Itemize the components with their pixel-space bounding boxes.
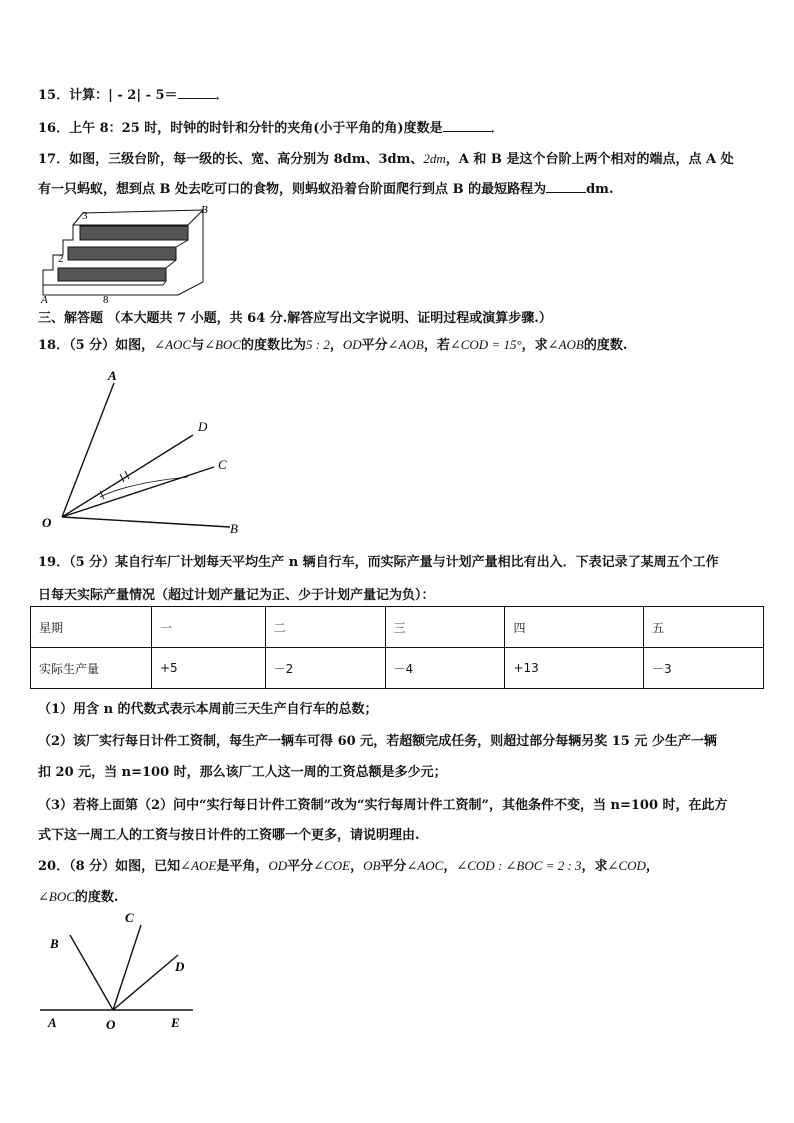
question-19-line1: 19．（5 分）某自行车厂计划每天平均生产 n 辆自行车，而实际产量与计划产量相比有出入．下表记录了某周五个工作 xyxy=(38,555,719,570)
q20-m7: ∠COD xyxy=(607,858,646,873)
q20-m3: ∠COE xyxy=(313,858,351,873)
label-o: O xyxy=(42,515,52,530)
q16-end: ． xyxy=(490,121,504,136)
table-cell: 五 xyxy=(644,607,764,648)
q20-b: 是平角， xyxy=(216,859,269,874)
q20-g: ，求 xyxy=(581,859,608,874)
q17-line1-a: 17．如图，三级台阶，每一级的长、宽、高分别为 8dm、3dm、 xyxy=(38,152,424,167)
label-c: C xyxy=(125,910,134,925)
q20-line2-text: 的度数. xyxy=(74,890,119,905)
q15-end: ． xyxy=(215,88,229,103)
label-a: A xyxy=(108,368,117,383)
q18-m6: ∠COD = 15° xyxy=(449,337,522,352)
q18-m3: 5 : 2 xyxy=(306,337,330,352)
q20-f: ， xyxy=(443,859,457,874)
table-header-row xyxy=(31,607,764,648)
q18-a: 18．（5 分）如图， xyxy=(38,338,155,353)
answer-blank xyxy=(546,180,586,193)
q20-d: ， xyxy=(350,859,364,874)
fig-label-b: B xyxy=(201,204,208,216)
table-cell: －3 xyxy=(644,648,764,689)
q17-line2-a: 有一只蚂蚁，想到点 B 处去吃可口的食物，则蚂蚁沿着台阶面爬行到点 B 的最短路程为 xyxy=(38,182,547,197)
question-19-line2: 日每天实际产量情况（超过计划产量记为正、少于计划产量记为负）： xyxy=(38,588,435,603)
table-row xyxy=(31,648,764,689)
question-18 xyxy=(38,334,627,353)
table-cell: 实际生产量 xyxy=(31,648,152,689)
table-cell: －2 xyxy=(265,648,385,689)
answer-blank xyxy=(178,86,216,99)
q20-h: ， xyxy=(645,859,659,874)
question-19-part2-line2: 扣 20 元，当 n=100 时，那么该厂工人这一周的工资总额是多少元； xyxy=(38,765,447,780)
label-c: C xyxy=(218,457,227,472)
q20-m1: ∠AOE xyxy=(180,858,217,873)
question-20-line1 xyxy=(38,855,659,874)
table-cell: 一 xyxy=(152,607,266,648)
q18-m7: ∠AOB xyxy=(547,337,584,352)
q20-m5: ∠AOC xyxy=(406,858,444,873)
angle-figure-18 xyxy=(38,365,253,540)
table-cell: 星期 xyxy=(31,607,152,648)
q20-c: 平分 xyxy=(287,859,314,874)
question-20-line2 xyxy=(38,886,118,905)
q18-m5: ∠AOB xyxy=(387,337,424,352)
fig-label-3: 3 xyxy=(82,210,88,222)
label-o: O xyxy=(106,1017,116,1032)
table-cell: 三 xyxy=(385,607,505,648)
q20-a: 20．（8 分）如图，已知 xyxy=(38,859,181,874)
q20-m4: OB xyxy=(363,858,381,873)
q18-m1: ∠AOC xyxy=(154,337,192,352)
section-3-heading: 三、解答题 （本大题共 7 小题，共 64 分.解答应写出文字说明、证明过程或演算步骤.） xyxy=(38,311,552,326)
q17-line2-b: dm. xyxy=(586,182,614,197)
fig-label-a: A xyxy=(41,294,48,306)
table-cell: +13 xyxy=(505,648,644,689)
answer-blank xyxy=(443,119,491,132)
question-19-part3-line2: 式下这一周工人的工资与按日计件的工资哪一个更多，请说明理由. xyxy=(38,828,420,843)
production-table xyxy=(30,606,764,689)
q18-e: 平分 xyxy=(361,338,388,353)
q17-line1-math: 2dm xyxy=(423,151,446,166)
question-19-part3-line1: （3）若将上面第（2）问中“实行每日计件工资制”改为“实行每周计件工资制”，其他条件不变，当 n=100 时，在此方 xyxy=(38,798,728,813)
q18-h: 的度数. xyxy=(583,338,628,353)
question-16 xyxy=(38,117,504,136)
table-cell: －4 xyxy=(385,648,505,689)
table-cell: +5 xyxy=(152,648,266,689)
table-cell: 二 xyxy=(265,607,385,648)
q18-m4: OD xyxy=(342,337,362,352)
q18-g: ，求 xyxy=(521,338,548,353)
question-17-line2 xyxy=(38,178,613,197)
q18-f: ，若 xyxy=(423,338,450,353)
question-15 xyxy=(38,84,229,103)
label-d: D xyxy=(198,419,208,434)
q18-b: 与 xyxy=(191,338,205,353)
question-19-part1: （1）用含 n 的代数式表示本周前三天生产自行车的总数； xyxy=(38,702,378,717)
fig-label-8: 8 xyxy=(103,294,109,306)
q20-line2-math: ∠BOC xyxy=(38,889,75,904)
label-d: D xyxy=(175,959,185,974)
fig-label-2: 2 xyxy=(58,253,64,265)
table-cell: 四 xyxy=(505,607,644,648)
label-b: B xyxy=(50,936,59,951)
q18-m2: ∠BOC xyxy=(204,337,241,352)
q15-text: 15．计算：| - 2| - 5＝ xyxy=(38,88,178,103)
staircase-figure xyxy=(38,200,218,305)
question-17-line1 xyxy=(38,148,734,167)
q18-d: ， xyxy=(329,338,343,353)
q20-m6: ∠COD : ∠BOC = 2 : 3 xyxy=(456,858,582,873)
q18-c: 的度数比为 xyxy=(241,338,307,353)
label-a: A xyxy=(48,1015,57,1030)
question-19-part2-line1: （2）该厂实行每日计件工资制，每生产一辆车可得 60 元，若超额完成任务，则超过部分每辆另奖 15 元 少生产一辆 xyxy=(38,734,717,749)
q20-m2: OD xyxy=(268,858,288,873)
q16-text: 16．上午 8：25 时，时钟的时针和分针的夹角(小于平角的角)度数是 xyxy=(38,121,443,136)
q17-line1-b: ，A 和 B 是这个台阶上两个相对的端点，点 A 处 xyxy=(445,152,734,167)
label-e: E xyxy=(171,1015,180,1030)
label-b: B xyxy=(230,521,238,536)
angle-figure-20 xyxy=(38,905,198,1035)
q20-e: 平分 xyxy=(380,859,407,874)
